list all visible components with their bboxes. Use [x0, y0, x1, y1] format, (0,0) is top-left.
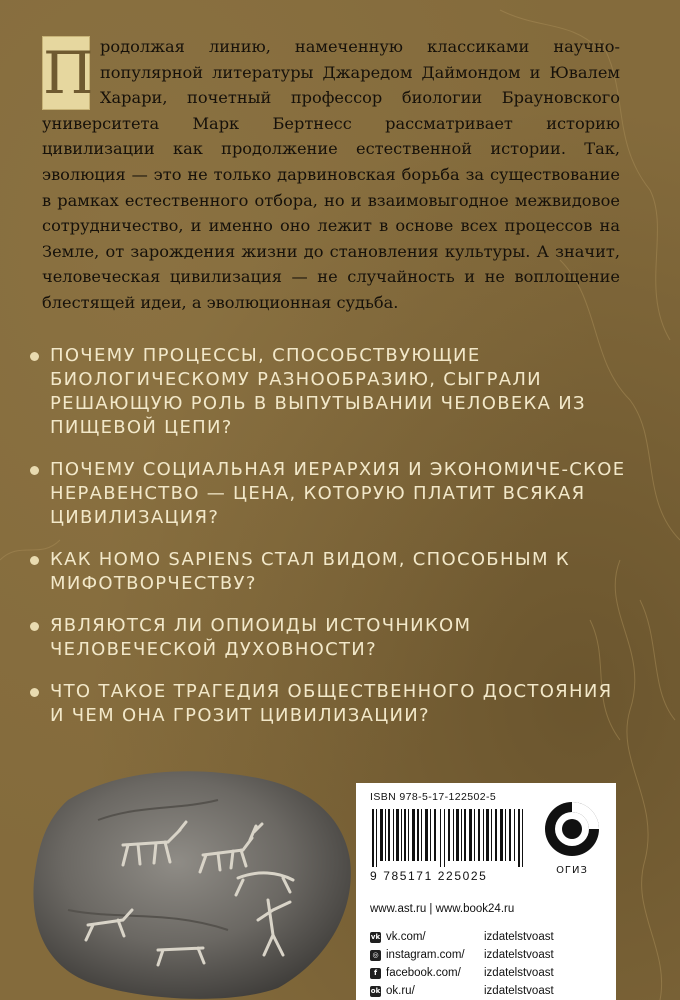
- question-item: [30, 458, 630, 530]
- social-handle: izdatelstvoast: [484, 931, 554, 943]
- bullet-icon: [30, 556, 39, 565]
- social-url: ok.ru/: [386, 985, 415, 997]
- social-link-ok[interactable]: [370, 982, 610, 1000]
- publisher-logo-icon: [542, 799, 602, 859]
- question-item: [30, 680, 630, 728]
- publisher-logo-label: ОГИЗ: [556, 865, 588, 876]
- question-text: ПОЧЕМУ СОЦИАЛЬНАЯ ИЕРАРХИЯ И ЭКОНОМИЧЕ-СКОЕ НЕРАВЕНСТВО — ЦЕНА, КОТОРУЮ ПЛАТИТ ВСЯКАЯ ЦИВИЛИЗАЦИЯ?: [50, 459, 626, 528]
- vk-icon: vk: [370, 932, 381, 941]
- dropcap-letter: П: [42, 36, 90, 110]
- info-panel: [356, 783, 616, 1000]
- isbn-label: ISBN 978-5-17-122502-5: [370, 791, 497, 803]
- facebook-icon: f: [370, 968, 381, 979]
- intro-text: родолжая линию, намеченную классиками научно-популярной литературы Джаредом Даймондом и Ювалем Харари, почетный профессор биологии Брауновского университета Марк Бертнесс рассматривает историю цивилизации как продолжение естественной истории. Так, эволюция — это не только дарвиновская борьба за существование в рамках естественного отбора, но и взаимовыгодное межвидовое сотрудничество, и именно оно лежит в основе всех процессов на Земле, от зарождения жизни до становления культуры. А значит, человеческая цивилизация — не случайность и не воплощение блестящей идеи, а эволюционная судьба.: [42, 37, 620, 312]
- question-text: ПОЧЕМУ ПРОЦЕССЫ, СПОСОБСТВУЮЩИЕ БИОЛОГИЧЕСКОМУ РАЗНООБРАЗИЮ, СЫГРАЛИ РЕШАЮЩУЮ РОЛЬ В ВЫПУТЫВАНИИ ЧЕЛОВЕКА ИЗ ПИЩЕВОЙ ЦЕПИ?: [50, 345, 586, 438]
- question-text: ЯВЛЯЮТСЯ ЛИ ОПИОИДЫ ИСТОЧНИКОМ ЧЕЛОВЕЧЕСКОЙ ДУХОВНОСТИ?: [50, 615, 472, 660]
- social-link-instagram[interactable]: [370, 946, 610, 964]
- bullet-icon: [30, 622, 39, 631]
- social-handle: izdatelstvoast: [484, 949, 554, 961]
- social-url: instagram.com/: [386, 949, 465, 961]
- social-handle: izdatelstvoast: [484, 967, 554, 979]
- barcode-number: 9 785171 225025: [370, 869, 488, 883]
- questions-list: [30, 344, 630, 746]
- bullet-icon: [30, 466, 39, 475]
- barcode-image: [370, 809, 530, 867]
- social-link-facebook[interactable]: [370, 964, 610, 982]
- bullet-icon: [30, 352, 39, 361]
- question-text: КАК HOMO SAPIENS СТАЛ ВИДОМ, СПОСОБНЫМ К МИФОТВОРЧЕСТВУ?: [50, 549, 570, 594]
- social-url: vk.com/: [386, 931, 426, 943]
- petroglyph-rock-image: [28, 760, 358, 1000]
- ok-icon: ok: [370, 986, 381, 995]
- social-handle: izdatelstvoast: [484, 985, 554, 997]
- question-item: [30, 548, 630, 596]
- social-links: [370, 928, 610, 1000]
- question-item: [30, 344, 630, 440]
- social-link-vk[interactable]: [370, 928, 610, 946]
- question-text: ЧТО ТАКОЕ ТРАГЕДИЯ ОБЩЕСТВЕННОГО ДОСТОЯНИЯ И ЧЕМ ОНА ГРОЗИТ ЦИВИЛИЗАЦИИ?: [50, 681, 613, 726]
- social-url: facebook.com/: [386, 967, 461, 979]
- intro-paragraph: [42, 34, 620, 316]
- bullet-icon: [30, 688, 39, 697]
- instagram-icon: ◎: [370, 950, 381, 961]
- question-item: [30, 614, 630, 662]
- website-links[interactable]: www.ast.ru | www.book24.ru: [370, 903, 515, 915]
